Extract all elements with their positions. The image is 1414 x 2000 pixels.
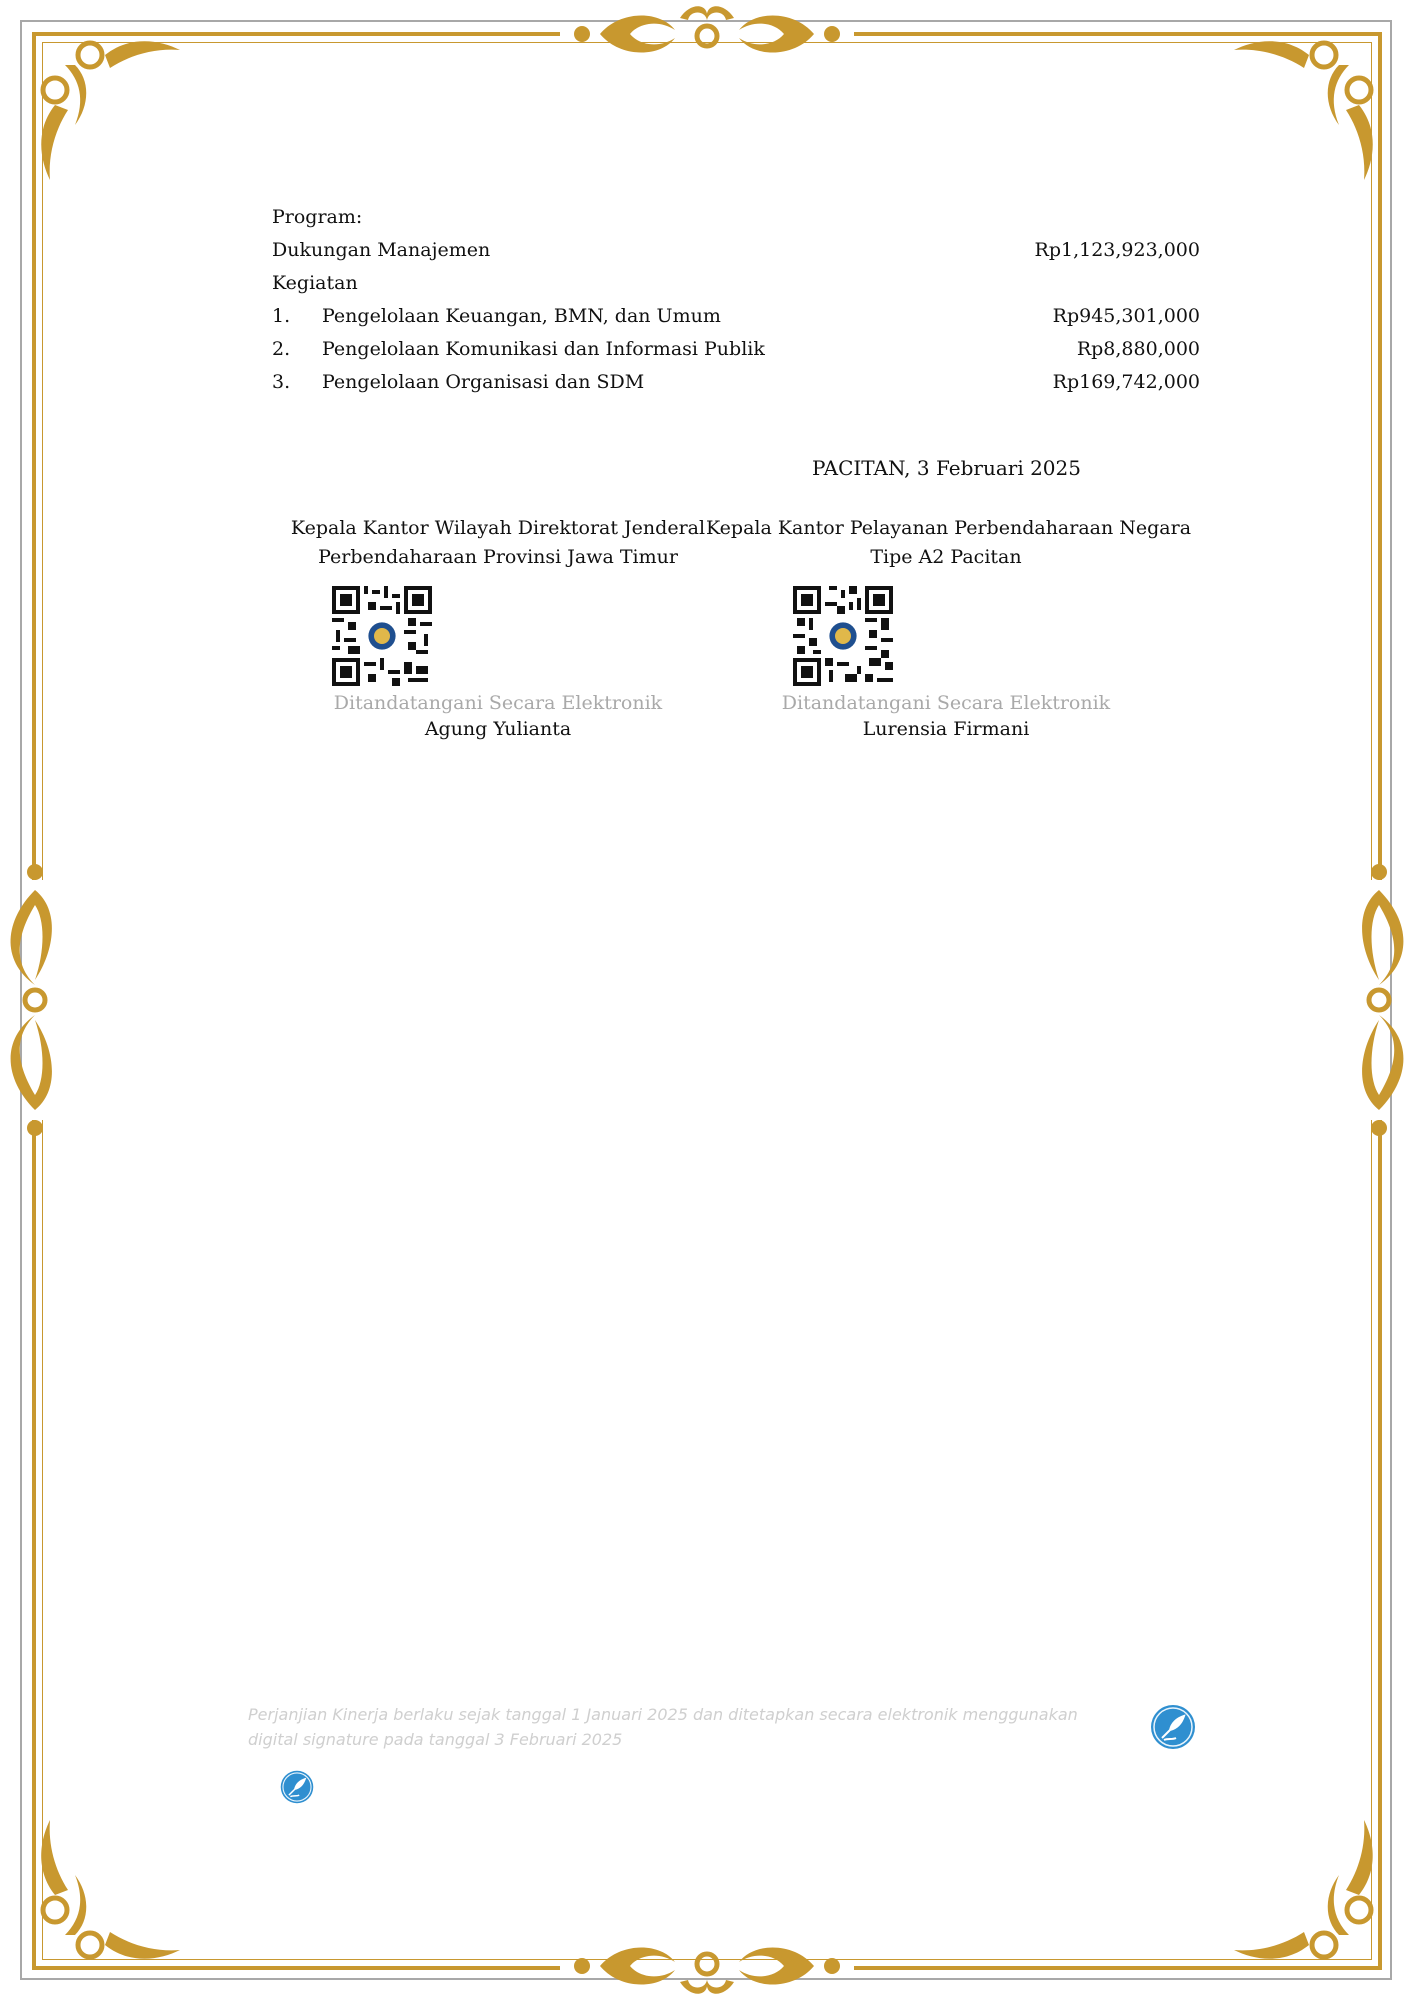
kegiatan-item-number: 3. — [272, 371, 291, 393]
right-side-ornament — [1354, 860, 1414, 1140]
kegiatan-heading-row — [272, 270, 1200, 296]
kegiatan-item-amount: Rp945,301,000 — [1052, 305, 1200, 327]
kegiatan-item-label: Pengelolaan Komunikasi dan Informasi Publik — [322, 338, 765, 360]
corner-ornament-bottom-left — [30, 1810, 190, 1970]
signatory-1-esign-text: Ditandatangani Secara Elektronik — [333, 692, 663, 714]
signatory-1-title-line2: Perbendaharaan Provinsi Jawa Timur — [318, 546, 678, 568]
kegiatan-item — [272, 369, 1200, 395]
kegiatan-item — [272, 336, 1200, 362]
digital-signature-icon — [1150, 1704, 1196, 1750]
signatory-2-title-line2: Tipe A2 Pacitan — [870, 546, 1022, 568]
kegiatan-item-label: Pengelolaan Keuangan, BMN, dan Umum — [322, 305, 721, 327]
kegiatan-item — [272, 303, 1200, 329]
corner-ornament-bottom-right — [1224, 1810, 1384, 1970]
place-date: PACITAN, 3 Februari 2025 — [812, 456, 1081, 480]
program-heading: Program: — [272, 206, 363, 228]
digital-signature-icon — [280, 1770, 314, 1804]
signatory-1-name: Agung Yulianta — [424, 718, 572, 740]
left-side-ornament — [0, 860, 60, 1140]
footer-note-line2: digital signature pada tanggal 3 Februari 2025 — [248, 1730, 623, 1749]
program-amount: Rp1,123,923,000 — [1034, 239, 1200, 261]
kegiatan-item-number: 2. — [272, 338, 291, 360]
bottom-center-ornament — [560, 1942, 854, 2000]
signatory-1-title — [288, 514, 708, 572]
signatory-2-title — [706, 514, 1192, 572]
program-name: Dukungan Manajemen — [272, 239, 491, 261]
kegiatan-heading: Kegiatan — [272, 272, 358, 294]
corner-ornament-top-left — [30, 30, 190, 190]
qr-code-icon — [793, 586, 893, 686]
signatory-1-title-line1: Kepala Kantor Wilayah Direktorat Jenderal — [290, 517, 706, 539]
qr-code-icon — [332, 586, 432, 686]
kegiatan-item-label: Pengelolaan Organisasi dan SDM — [322, 371, 645, 393]
signatory-2-name: Lurensia Firmani — [862, 718, 1030, 740]
kegiatan-item-amount: Rp169,742,000 — [1052, 371, 1200, 393]
signatory-2-esign-text: Ditandatangani Secara Elektronik — [781, 692, 1111, 714]
kegiatan-item-amount: Rp8,880,000 — [1076, 338, 1200, 360]
gold-frame-inner-line — [42, 42, 1372, 1960]
program-row — [272, 237, 1200, 263]
program-heading-row — [272, 204, 1200, 230]
kegiatan-item-number: 1. — [272, 305, 291, 327]
footer-note-line1: Perjanjian Kinerja berlaku sejak tanggal 1 Januari 2025 dan ditetapkan secara elektronik menggunakan — [248, 1705, 1078, 1724]
corner-ornament-top-right — [1224, 30, 1384, 190]
footer-note — [248, 1702, 1128, 1752]
top-center-ornament — [560, 0, 854, 58]
signatory-2-title-line1: Kepala Kantor Pelayanan Perbendaharaan Negara — [706, 517, 1192, 539]
